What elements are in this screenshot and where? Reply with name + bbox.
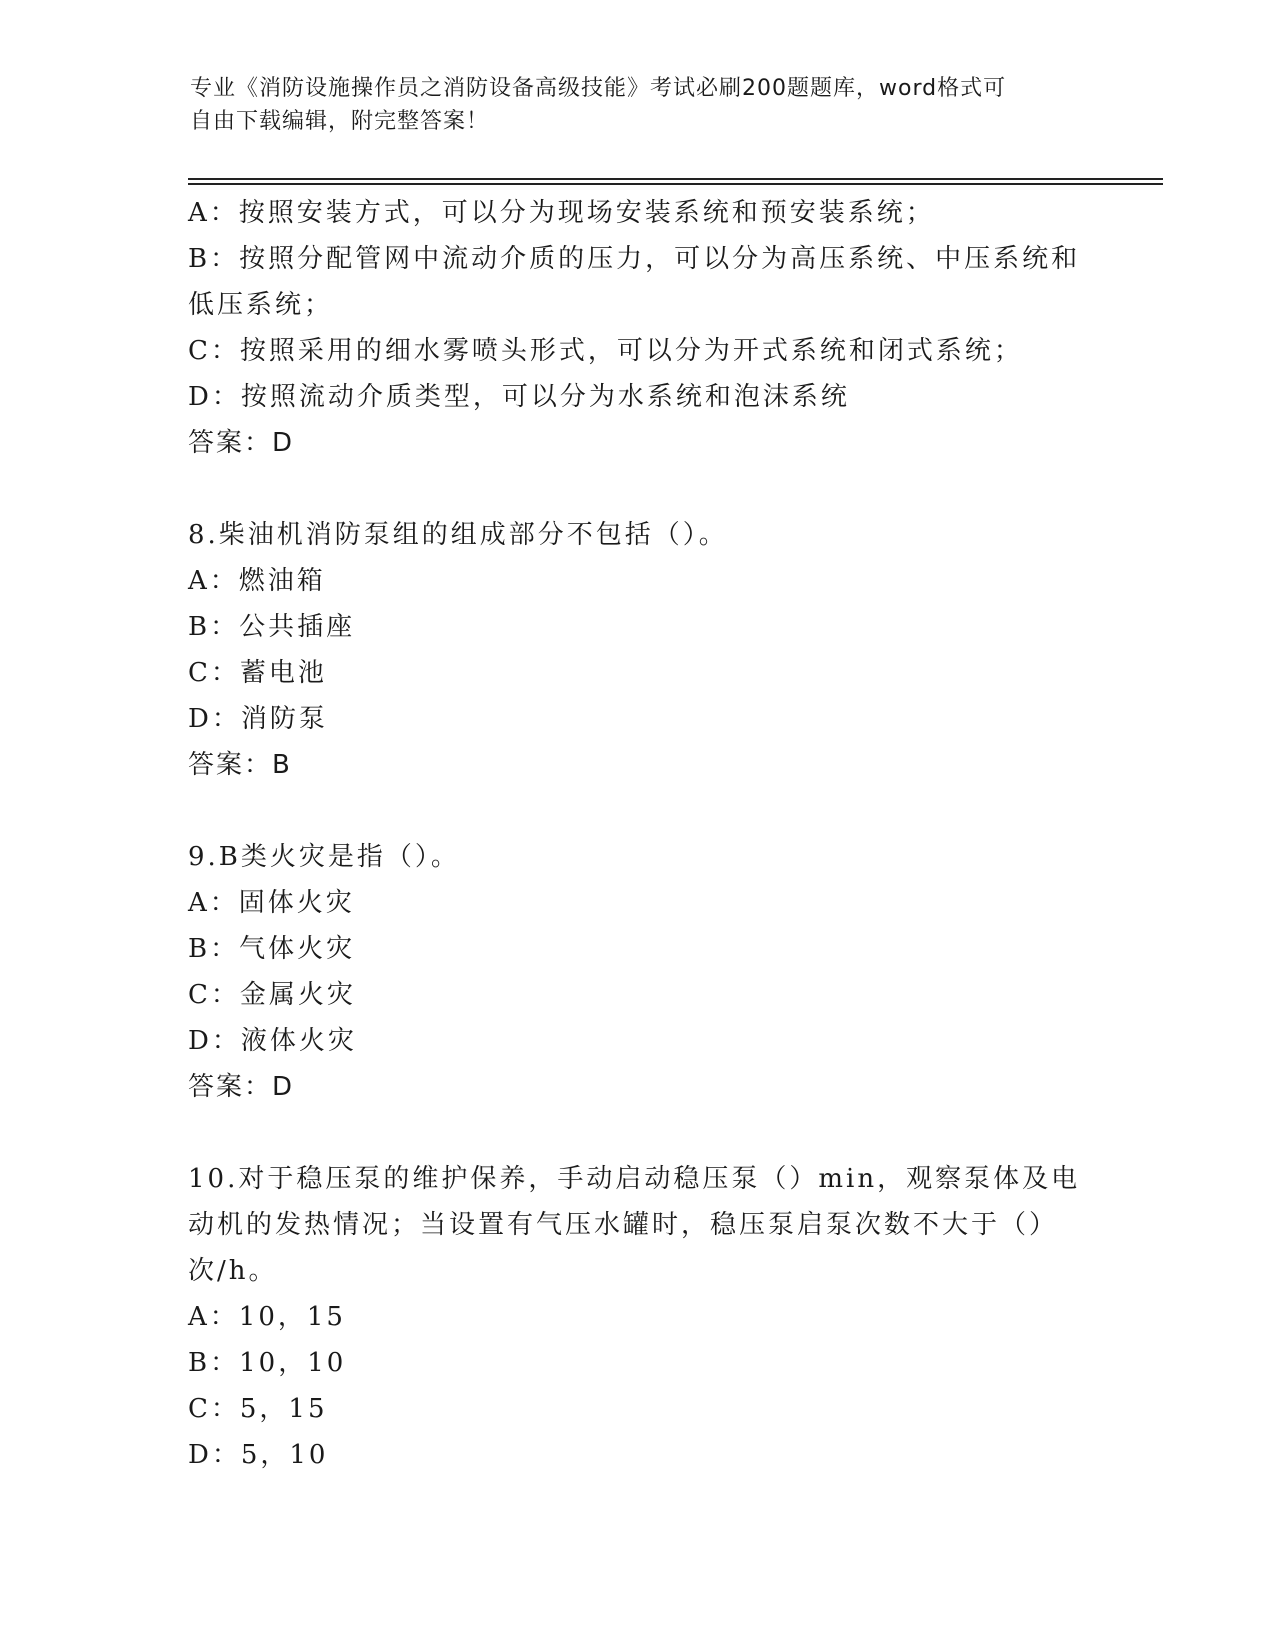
option-a: A：燃油箱 <box>188 566 326 596</box>
option-c: C：5，15 <box>188 1394 328 1424</box>
header-line-2: 自由下载编辑，附完整答案！ <box>190 109 490 134</box>
option-c: C：蓄电池 <box>188 658 327 688</box>
option-c: C：按照采用的细水雾喷头形式，可以分为开式系统和闭式系统； <box>188 336 1023 366</box>
question-list <box>188 190 1088 1478</box>
option-b: B：10，10 <box>188 1348 347 1378</box>
option-d: D：液体火灾 <box>188 1026 357 1056</box>
answer-label: 答案：D <box>188 428 295 458</box>
answer-label: 答案：B <box>188 750 292 780</box>
question-text: 9.B类火灾是指（）。 <box>188 842 460 872</box>
document-header <box>190 72 1090 138</box>
option-c: C：金属火灾 <box>188 980 356 1010</box>
option-b: B：公共插座 <box>188 612 356 642</box>
header-divider-bottom <box>188 183 1163 185</box>
option-b: B：气体火灾 <box>188 934 356 964</box>
question-7-block <box>188 190 1088 466</box>
option-d: D：消防泵 <box>188 704 328 734</box>
question-text-line-2: 动机的发热情况；当设置有气压水罐时，稳压泵启泵次数不大于（） <box>188 1210 1059 1240</box>
option-d: D：5，10 <box>188 1440 329 1470</box>
question-text-line-3: 次/h。 <box>188 1256 278 1286</box>
header-line-1: 专业《消防设施操作员之消防设备高级技能》考试必刷200题题库，word格式可 <box>190 76 1007 101</box>
question-text: 8.柴油机消防泵组的组成部分不包括（）。 <box>188 520 728 550</box>
option-a: A：固体火灾 <box>188 888 355 918</box>
question-8-block <box>188 512 1088 788</box>
answer-label: 答案：D <box>188 1072 295 1102</box>
option-b-continued: 低压系统； <box>188 290 334 320</box>
option-a: A：按照安装方式，可以分为现场安装系统和预安装系统； <box>188 198 935 228</box>
question-10-block <box>188 1156 1088 1478</box>
option-d: D：按照流动介质类型，可以分为水系统和泡沫系统 <box>188 382 850 412</box>
question-text-line-1: 10.对于稳压泵的维护保养，手动启动稳压泵（）min，观察泵体及电 <box>188 1164 1081 1194</box>
header-divider-top <box>188 178 1163 180</box>
option-b: B：按照分配管网中流动介质的压力，可以分为高压系统、中压系统和 <box>188 244 1081 274</box>
option-a: A：10，15 <box>188 1302 346 1332</box>
question-9-block <box>188 834 1088 1110</box>
